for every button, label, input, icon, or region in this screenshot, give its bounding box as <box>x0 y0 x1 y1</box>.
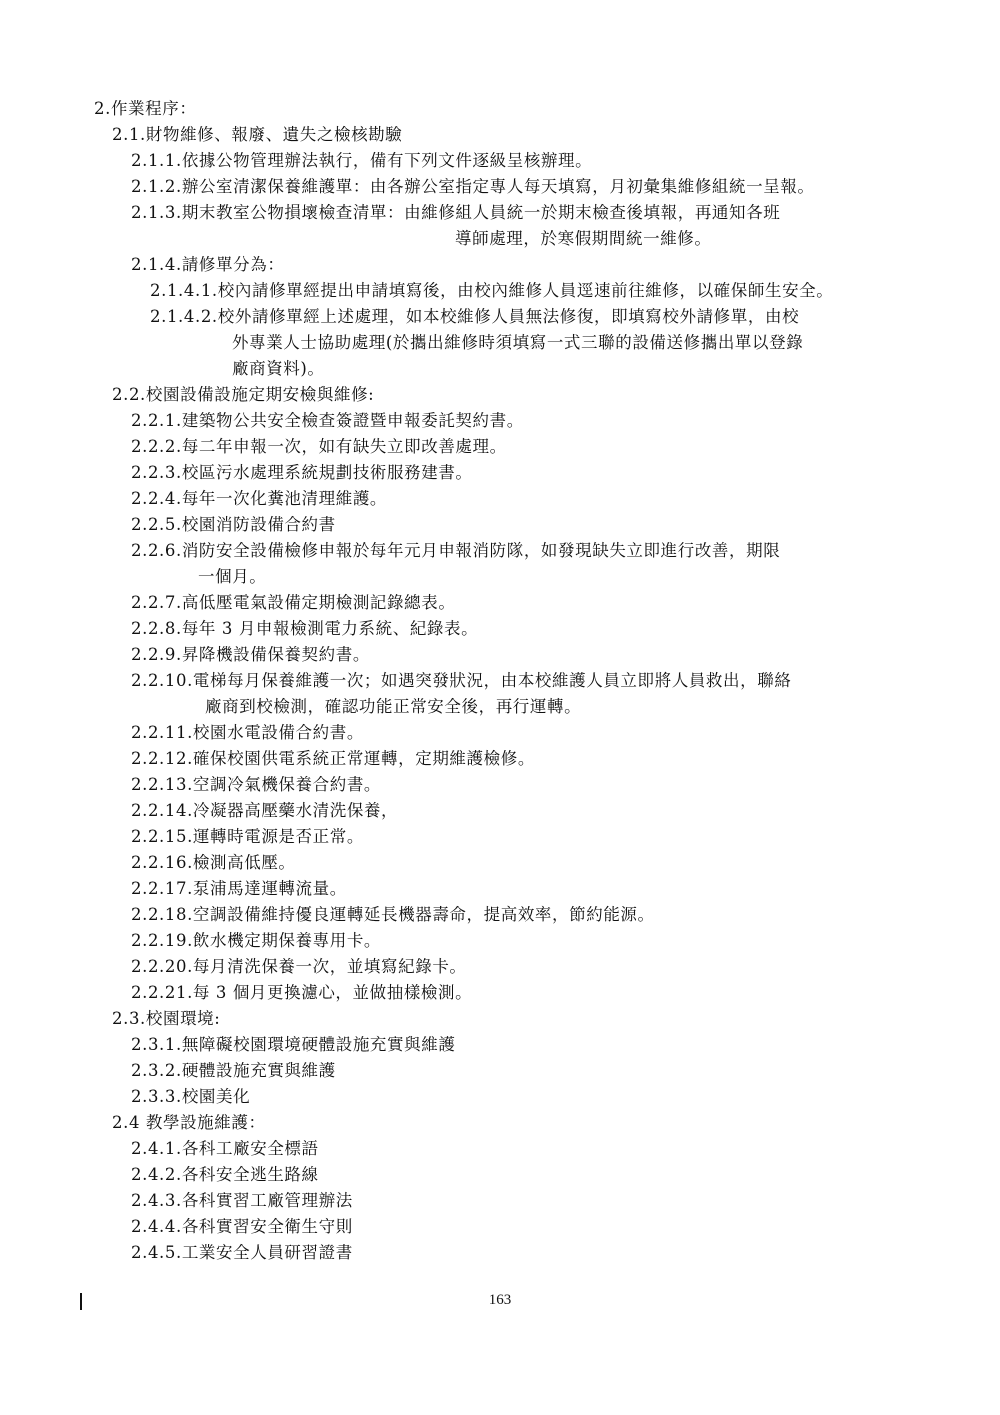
text-line: 2.2.1.建築物公共安全檢查簽證暨申報委託契約書。 <box>131 411 524 430</box>
text-line: 2.2.8.每年 3 月申報檢測電力系統、紀錄表。 <box>131 619 479 638</box>
text-line: 2.2.14.冷凝器高壓藥水清洗保養， <box>131 801 399 820</box>
text-line: 2.4 教學設施維護： <box>112 1113 266 1132</box>
text-line: 2.1.1.依據公物管理辦法執行，備有下列文件逐級呈核辦理。 <box>131 151 593 170</box>
text-line: 2.2.5.校園消防設備合約書 <box>131 515 336 534</box>
text-line: 2.3.校園環境: <box>112 1009 221 1028</box>
text-line: 外專業人士協助處理(於攜出維修時須填寫一式三聯的設備送修攜出單以登錄 <box>232 333 804 352</box>
text-line: 2.4.1.各科工廠安全標語 <box>131 1139 319 1158</box>
text-line: 2.2.3.校區污水處理系統規劃技術服務建書。 <box>131 463 473 482</box>
page-number: 163 <box>488 1292 512 1308</box>
text-line: 2.1.財物維修、報廢、遺失之檢核勘驗 <box>112 125 403 144</box>
text-line: 2.2.9.昇降機設備保養契約書。 <box>131 645 370 664</box>
margin-change-bar <box>80 1293 82 1310</box>
text-line: 2.1.4.1.校內請修單經提出申請填寫後，由校內維修人員逕速前往維修，以確保師生安全。 <box>150 281 834 300</box>
text-line: 2.2.12.確保校園供電系統正常運轉，定期維護檢修。 <box>131 749 535 768</box>
text-line: 2.作業程序： <box>94 99 197 118</box>
text-line: 2.2.11.校園水電設備合約書。 <box>131 723 364 742</box>
text-line: 2.3.1.無障礙校園環境硬體設施充實與維護 <box>131 1035 456 1054</box>
text-line: 2.1.4.2.校外請修單經上述處理，如本校維修人員無法修復，即填寫校外請修單，由校 <box>150 307 800 326</box>
text-line: 2.1.2.辦公室清潔保養維護單：由各辦公室指定專人每天填寫，月初彙集維修組統一呈報。 <box>131 177 815 196</box>
text-line: 廠商到校檢測，確認功能正常安全後，再行運轉。 <box>205 697 582 716</box>
text-line: 2.1.3.期末教室公物損壞檢查清單：由維修組人員統一於期末檢查後填報，再通知各班 <box>131 203 781 222</box>
text-line: 2.2.21.每 3 個月更換濾心，並做抽樣檢測。 <box>131 983 473 1002</box>
text-line: 2.4.3.各科實習工廠管理辦法 <box>131 1191 353 1210</box>
text-line: 廠商資料)。 <box>232 359 325 378</box>
text-line: 2.3.2.硬體設施充實與維護 <box>131 1061 336 1080</box>
text-line: 2.2.7.高低壓電氣設備定期檢測記錄總表。 <box>131 593 456 612</box>
text-line: 2.4.5.工業安全人員研習證書 <box>131 1243 353 1262</box>
text-line: 2.2.校園設備設施定期安檢與維修: <box>112 385 375 404</box>
text-line: 2.2.6.消防安全設備檢修申報於每年元月申報消防隊，如發現缺失立即進行改善，期限 <box>131 541 781 560</box>
text-line: 一個月。 <box>198 567 267 586</box>
text-line: 2.2.10.電梯每月保養維護一次；如遇突發狀況，由本校維護人員立即將人員救出，聯絡 <box>131 671 792 690</box>
text-line: 2.2.17.泵浦馬達運轉流量。 <box>131 879 347 898</box>
text-line: 2.2.2.每二年申報一次，如有缺失立即改善處理。 <box>131 437 507 456</box>
text-line: 2.4.4.各科實習安全衛生守則 <box>131 1217 353 1236</box>
text-line: 2.2.13.空調冷氣機保養合約書。 <box>131 775 382 794</box>
text-line: 2.2.18.空調設備維持優良運轉延長機器壽命，提高效率，節約能源。 <box>131 905 655 924</box>
text-line: 2.2.15.運轉時電源是否正常。 <box>131 827 364 846</box>
text-line: 2.2.20.每月清洗保養一次，並填寫紀錄卡。 <box>131 957 467 976</box>
text-line: 2.3.3.校園美化 <box>131 1087 251 1106</box>
text-line: 2.4.2.各科安全逃生路線 <box>131 1165 319 1184</box>
text-line: 2.2.4.每年一次化糞池清理維護。 <box>131 489 388 508</box>
text-line: 2.1.4.請修單分為： <box>131 255 285 274</box>
text-line: 導師處理，於寒假期間統一維修。 <box>455 229 712 248</box>
text-line: 2.2.19.飲水機定期保養專用卡。 <box>131 931 382 950</box>
text-line: 2.2.16.檢測高低壓。 <box>131 853 296 872</box>
